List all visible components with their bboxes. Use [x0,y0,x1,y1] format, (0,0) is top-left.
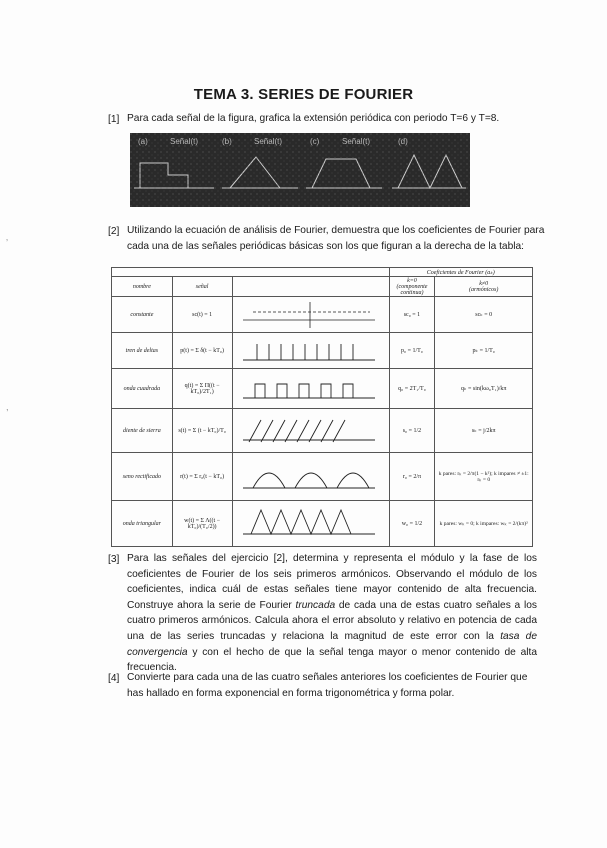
signal-plot-square-wave [232,369,389,409]
scan-mark: ‚ [6,232,8,242]
coef-kn0: qₖ = sin(kω₀T₁)/kπ [435,369,533,409]
coef-kn0: scₖ = 0 [435,297,533,333]
signal-plot-rectified-sine [232,453,389,501]
signal-formula: r(t) = Σ r₀(t − kT₀) [172,453,232,501]
exercise-2-line2: cada una de las señales periódicas básicas son los que figuran a la derecha de la tabla: [127,241,525,252]
table-row [112,333,533,369]
coef-k0: s₀ = 1/2 [389,409,435,453]
exercise-4-number: [4] [108,673,120,684]
signals-figure-strip [130,133,470,207]
table-row [112,409,533,453]
exercise-4-text: Convierte para cada una de las cuatro señales anteriores los coeficientes de Fourier que has hallado en forma exponencial en forma trigonométrica y forma polar. [127,672,528,699]
col-header-k0: k=0 (componente continua) [389,277,435,297]
col-header-kn0: k≠0 (armónicos) [435,277,533,297]
signal-plot-constant [232,297,389,333]
strip-label: Señal(t) [342,137,371,146]
signal-formula: p(t) = Σ δ(t − kT₀) [172,333,232,369]
coef-k0: q₀ = 2T₁/T₀ [389,369,435,409]
signal-formula: s(t) = Σ (t − kT₀)/T₀ [172,409,232,453]
coef-kn0: pₖ = 1/T₀ [435,333,533,369]
signal-formula: q(t) = Σ Π((t − kT₀)/2T₁) [172,369,232,409]
strip-label: (d) [398,137,408,146]
table-row [112,297,533,333]
table-row [112,453,533,501]
signal-name: onda cuadrada [112,369,173,409]
strip-label: (b) [222,137,232,146]
signal-formula: w(t) = Σ Λ((t − kT₀)/(T₀/2)) [172,501,232,547]
strip-label: (c) [310,137,320,146]
coef-k0: sc₀ = 1 [389,297,435,333]
exercise-3-number: [3] [108,554,120,565]
signal-name: diente de sierra [112,409,173,453]
coef-k0: p₀ = 1/T₀ [389,333,435,369]
table-row [112,501,533,547]
signal-formula: sc(t) = 1 [172,297,232,333]
signal-name: tren de deltas [112,333,173,369]
signal-name: constante [112,297,173,333]
exercise-2-line1: Utilizando la ecuación de análisis de Fourier, demuestra que los coeficientes de Fourier para [127,225,545,236]
coef-kn0: k pares: wₖ = 0; k impares: wₖ = 2/(kπ)² [435,501,533,547]
col-header-signal: señal [172,277,232,297]
coef-k0: w₀ = 1/2 [389,501,435,547]
table-header-coefficients: Coeficientes de Fourier (aₖ) [389,268,533,277]
coef-kn0: sₖ = j/2kπ [435,409,533,453]
exercise-1-text: Para cada señal de la figura, grafica la extensión periódica con periodo T=6 y T=8. [127,113,500,124]
coef-kn0: k pares: rₖ = 2/π(1 − k²); k impares ≠ ±1: rₖ = 0 [435,453,533,501]
signal-plot-triangle-wave [232,501,389,547]
fourier-coefficients-table [111,267,533,547]
exercise-2-number: [2] [108,226,120,237]
signal-name: seno rectificado [112,453,173,501]
strip-label: Señal(t) [254,137,283,146]
exercise-1-number: [1] [108,114,120,125]
signal-plot-delta-train [232,333,389,369]
scan-mark: , [6,402,9,412]
table-row [112,369,533,409]
signals-sketch [130,133,470,207]
col-header-name: nombre [112,277,173,297]
signal-name: onda triangular [112,501,173,547]
exercise-3-text: Para las señales del ejercicio [2], determina y representa el módulo y la fase de los coeficientes de Fourier de los seis primeros armónicos. Observando el módulo de los coeficientes, indica cuál de estas señales tiene mayor contenido de alta frecuencia. Construye ahora la serie de Fourier truncada de cada una de estas cuatro señales a los cuatro primeros armónicos. Calcula ahora el error absoluto y relativo en potencia de cada una de las series truncadas y relaciona la magnitud de este error con la tasa de convergencia y con el hecho de que la señal tenga mayor o menor contenido de alta frecuencia. [127,553,538,674]
strip-label: (a) [138,137,148,146]
signal-plot-sawtooth [232,409,389,453]
strip-label: Señal(t) [170,137,199,146]
page-title: TEMA 3. SERIES DE FOURIER [193,86,414,103]
coef-k0: r₀ = 2/π [389,453,435,501]
